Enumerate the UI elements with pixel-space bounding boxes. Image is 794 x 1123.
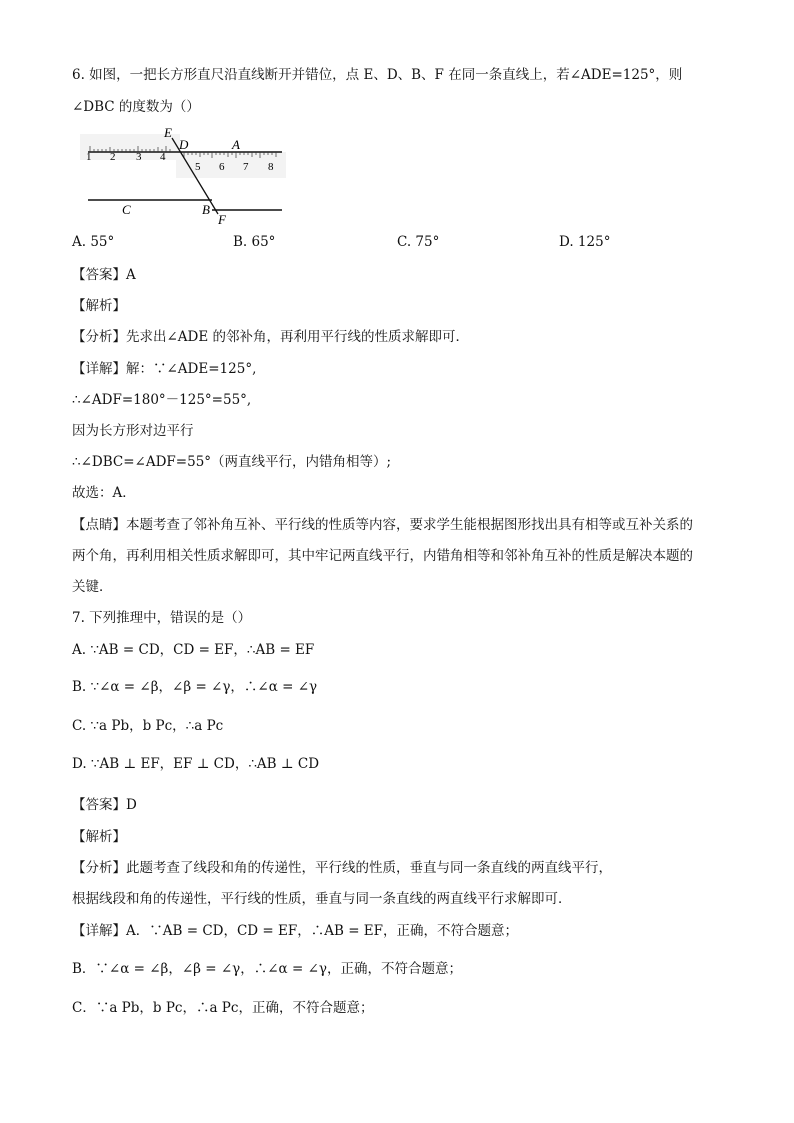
q7-detail-a: 【详解】A．∵AB = CD，CD = EF，∴AB = EF，正确，不符合题意；: [72, 923, 519, 939]
q6-analysis-title: 【解析】: [72, 298, 126, 314]
tick-label-3: 3: [136, 151, 142, 163]
q7-stem: 7. 下列推理中，错误的是（）: [72, 610, 252, 626]
q7-analysis-title: 【解析】: [72, 829, 126, 845]
label-A: A: [232, 137, 240, 152]
q7-detail-c: C．∵a Pb，b Pc，∴a Pc，正确，不符合题意；: [72, 1000, 374, 1016]
q6-figure: [72, 122, 292, 226]
q7-option-d: D. ∵AB ⊥ EF，EF ⊥ CD，∴AB ⊥ CD: [72, 756, 320, 772]
q7-detail-b: B．∵∠α = ∠β，∠β = ∠γ，∴∠α = ∠γ，正确，不符合题意；: [72, 961, 462, 977]
q6-stem-line2: ∠DBC 的度数为（）: [72, 99, 200, 115]
q7-answer: 【答案】D: [72, 797, 137, 813]
q7-analysis-2: 根据线段和角的传递性，平行线的性质，垂直与同一条直线的两直线平行求解即可．: [72, 891, 572, 907]
q7-option-a: A. ∵AB = CD，CD = EF，∴AB = EF: [72, 642, 315, 658]
q6-comment-2: 两个角，再利用相关性质求解即可，其中牢记两直线平行，内错角相等和邻补角互补的性质是解决本题的: [72, 548, 693, 564]
q6-detail-1: 【详解】解：∵∠ADE=125°,: [72, 361, 257, 377]
q6-detail-4: ∴∠DBC=∠ADF=55°（两直线平行，内错角相等）;: [72, 454, 392, 470]
label-E: E: [164, 125, 172, 140]
tick-label-2: 2: [110, 151, 116, 163]
label-B: B: [202, 202, 210, 217]
q6-comment-3: 关键．: [72, 579, 113, 595]
label-F: F: [218, 212, 226, 226]
q6-option-a: A. 55°: [72, 234, 115, 250]
tick-label-5: 5: [195, 161, 201, 173]
label-D: D: [179, 137, 189, 152]
q6-analysis: 【分析】先求出∠ADE 的邻补角，再利用平行线的性质求解即可．: [72, 329, 470, 345]
q6-comment-1: 【点睛】本题考查了邻补角互补、平行线的性质等内容，要求学生能根据图形找出具有相等或互补关系的: [72, 517, 693, 533]
q6-detail-2: ∴∠ADF=180°－125°=55°,: [72, 392, 252, 408]
q6-option-b: B. 65°: [233, 234, 276, 250]
tick-label-7: 7: [243, 161, 249, 173]
q6-option-d: D. 125°: [559, 234, 611, 250]
tick-label-6: 6: [219, 161, 225, 173]
q7-option-b: B. ∵∠α = ∠β，∠β = ∠γ，∴∠α = ∠γ: [72, 679, 318, 695]
q7-analysis-1: 【分析】此题考查了线段和角的传递性，平行线的性质，垂直与同一条直线的两直线平行，: [72, 860, 612, 876]
q6-detail-3: 因为长方形对边平行: [72, 423, 194, 439]
tick-label-4: 4: [160, 151, 166, 163]
q6-stem-line1: 6. 如图，一把长方形直尺沿直线断开并错位，点 E、D、B、F 在同一条直线上，若∠ADE=125°，则: [72, 67, 683, 83]
tick-label-1: 1: [86, 151, 92, 163]
label-C: C: [122, 202, 131, 217]
tick-label-8: 8: [268, 161, 274, 173]
q6-answer: 【答案】A: [72, 267, 136, 283]
q6-option-c: C. 75°: [397, 234, 440, 250]
q7-option-c: C. ∵a Pb，b Pc，∴a Pc: [72, 718, 224, 734]
q6-detail-5: 故选：A．: [72, 485, 136, 501]
